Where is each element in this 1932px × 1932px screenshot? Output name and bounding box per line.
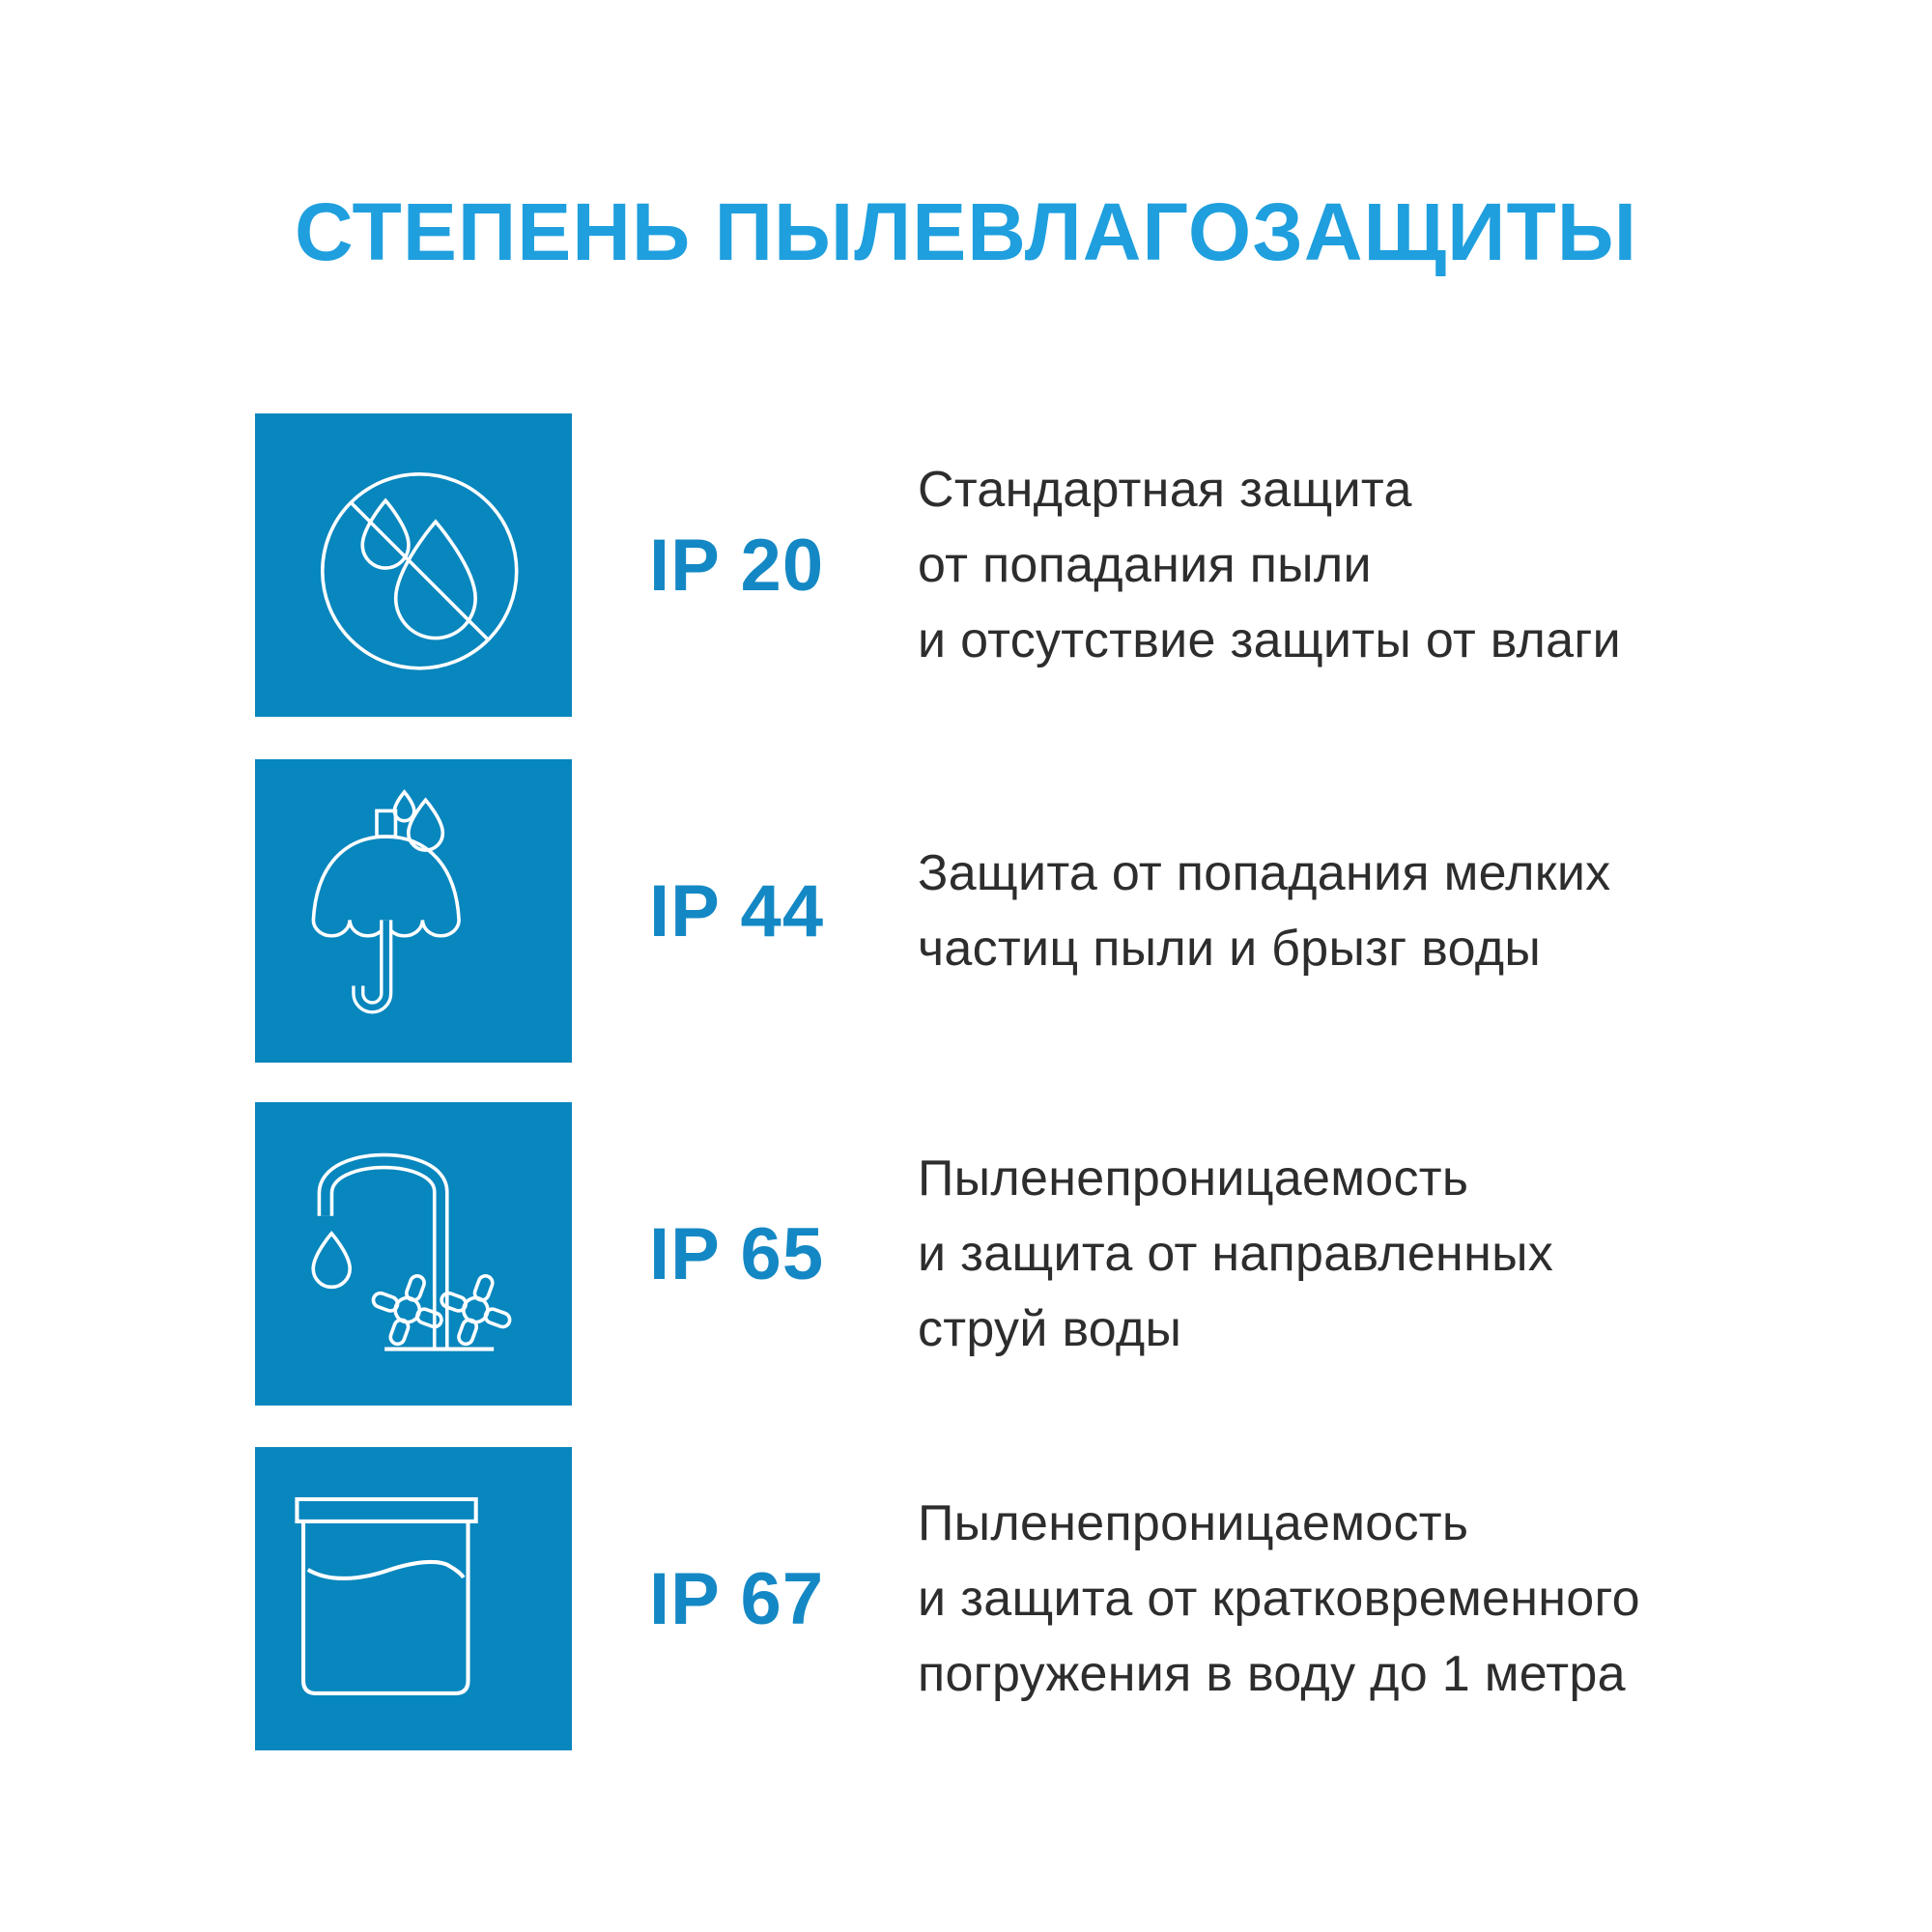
description-line: струй воды (918, 1301, 1182, 1357)
description-line: частиц пыли и брызг воды (918, 921, 1542, 977)
description-line: и отсутствие защиты от влаги (918, 612, 1621, 668)
description-line: погружения в воду до 1 метра (918, 1646, 1626, 1702)
icon-box-ip67 (255, 1447, 572, 1750)
ip-rating-description (918, 452, 1621, 678)
description-line: Пыленепроницаемость (918, 1151, 1469, 1207)
ip-rating-description (918, 836, 1610, 986)
ip-rating-label: IP 44 (649, 869, 825, 952)
description-line: Стандартная защита (918, 462, 1412, 518)
icon-box-ip44 (255, 759, 572, 1063)
description-line: и защита от кратковременного (918, 1571, 1640, 1627)
faucet-water-jet-icon (255, 1102, 572, 1406)
umbrella-rain-icon (255, 759, 572, 1063)
row-ip65 (255, 1102, 1839, 1406)
description-line: и защита от направленных (918, 1226, 1554, 1282)
ip-rating-description (918, 1141, 1553, 1367)
page-title: СТЕПЕНЬ ПЫЛЕВЛАГОЗАЩИТЫ (294, 186, 1638, 277)
description-line: Пыленепроницаемость (918, 1495, 1469, 1551)
ip-rating-description (918, 1486, 1640, 1712)
ip-rating-label: IP 65 (649, 1212, 825, 1295)
icon-box-ip65 (255, 1102, 572, 1406)
ip-rating-label: IP 67 (649, 1557, 825, 1640)
description-line: от попадания пыли (918, 537, 1372, 593)
immersion-tank-icon (255, 1447, 572, 1750)
ip-rating-label: IP 20 (649, 524, 825, 607)
icon-box-ip20 (255, 413, 572, 717)
row-ip67 (255, 1447, 1839, 1750)
row-ip20 (255, 413, 1839, 717)
description-line: Защита от попадания мелких (918, 845, 1611, 901)
row-ip44 (255, 759, 1839, 1063)
no-water-drops-icon (255, 413, 572, 717)
